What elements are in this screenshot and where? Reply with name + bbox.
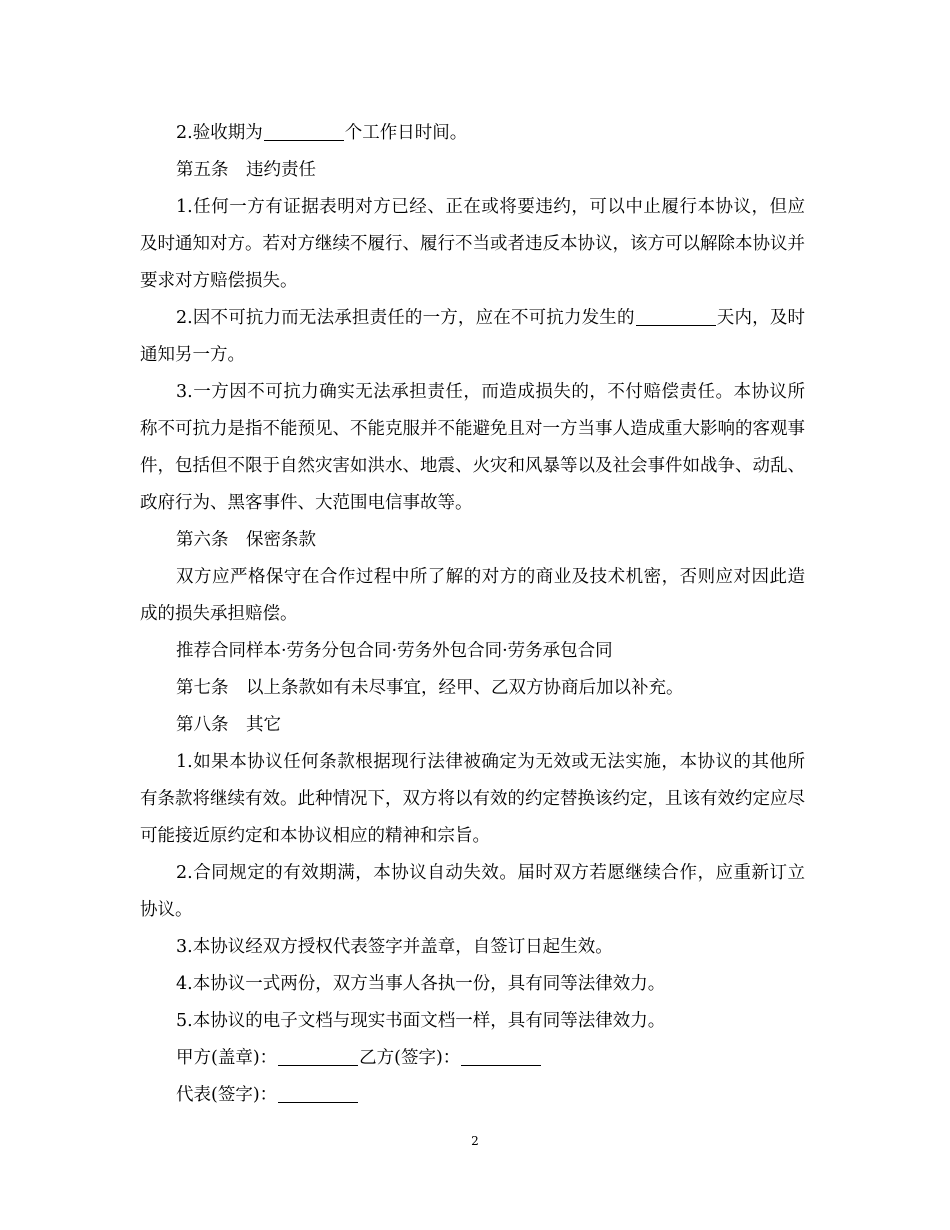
paragraph: 2.合同规定的有效期满，本协议自动失效。届时双方若愿继续合作，应重新订立协议。 [140, 863, 805, 920]
fill-in-blank [636, 308, 716, 327]
paragraph: 1.任何一方有证据表明对方已经、正在或将要违约，可以中止履行本协议，但应及时通知对方。若对方继续不履行、履行不当或者违反本协议，该方可以解除本协议并要求对方赔偿损失。 [140, 197, 805, 291]
article-heading: 第五条 违约责任 [176, 160, 316, 180]
document-body [140, 115, 805, 1114]
article-heading: 第七条 以上条款如有未尽事宜，经甲、乙双方协商后加以补充。 [176, 678, 684, 698]
party-a-label: 甲方(盖章)： [176, 1048, 278, 1068]
article-heading: 第六条 保密条款 [176, 530, 316, 550]
representative-signature-blank [278, 1085, 358, 1104]
party-b-label: 乙方(签字)： [359, 1048, 461, 1068]
text-run: 2.验收期为 [176, 123, 263, 143]
recommended-samples: 推荐合同样本·劳务分包合同·劳务外包合同·劳务承包合同 [176, 641, 613, 661]
clause-acceptance-period [140, 115, 805, 152]
article-heading: 第八条 其它 [176, 715, 281, 735]
clause-force-majeure-notice [140, 300, 805, 374]
text-run: 天内，及时通知另一方。 [140, 308, 805, 365]
paragraph: 4.本协议一式两份，双方当事人各执一份，具有同等法律效力。 [176, 974, 666, 994]
paragraph: 1.如果本协议任何条款根据现行法律被确定为无效或无法实施，本协议的其他所有条款将继续有效。此种情况下，双方将以有效的约定替换该约定，且该有效约定应尽可能接近原约定和本协议相应的精神和宗旨。 [140, 752, 805, 846]
fill-in-blank [264, 123, 344, 142]
text-run: 个工作日时间。 [344, 123, 468, 143]
page-number: 2 [471, 1134, 479, 1148]
text-run: 2.因不可抗力而无法承担责任的一方，应在不可抗力发生的 [176, 308, 635, 328]
party-a-signature-blank [278, 1048, 358, 1067]
representative-label: 代表(签字)： [176, 1085, 278, 1105]
signature-line-parties [140, 1040, 805, 1077]
paragraph: 3.一方因不可抗力确实无法承担责任，而造成损失的，不付赔偿责任。本协议所称不可抗力是指不能预见、不能克服并不能避免且对一方当事人造成重大影响的客观事件，包括但不限于自然灾害如洪水、地震、火灾和风暴等以及社会事件如战争、动乱、政府行为、黑客事件、大范围电信事故等。 [140, 382, 805, 513]
signature-line-representative [140, 1077, 805, 1114]
paragraph: 双方应严格保守在合作过程中所了解的对方的商业及技术机密，否则应对因此造成的损失承担赔偿。 [140, 567, 805, 624]
paragraph: 5.本协议的电子文档与现实书面文档一样，具有同等法律效力。 [176, 1011, 666, 1031]
paragraph: 3.本协议经双方授权代表签字并盖章，自签订日起生效。 [176, 937, 613, 957]
party-b-signature-blank [461, 1048, 541, 1067]
